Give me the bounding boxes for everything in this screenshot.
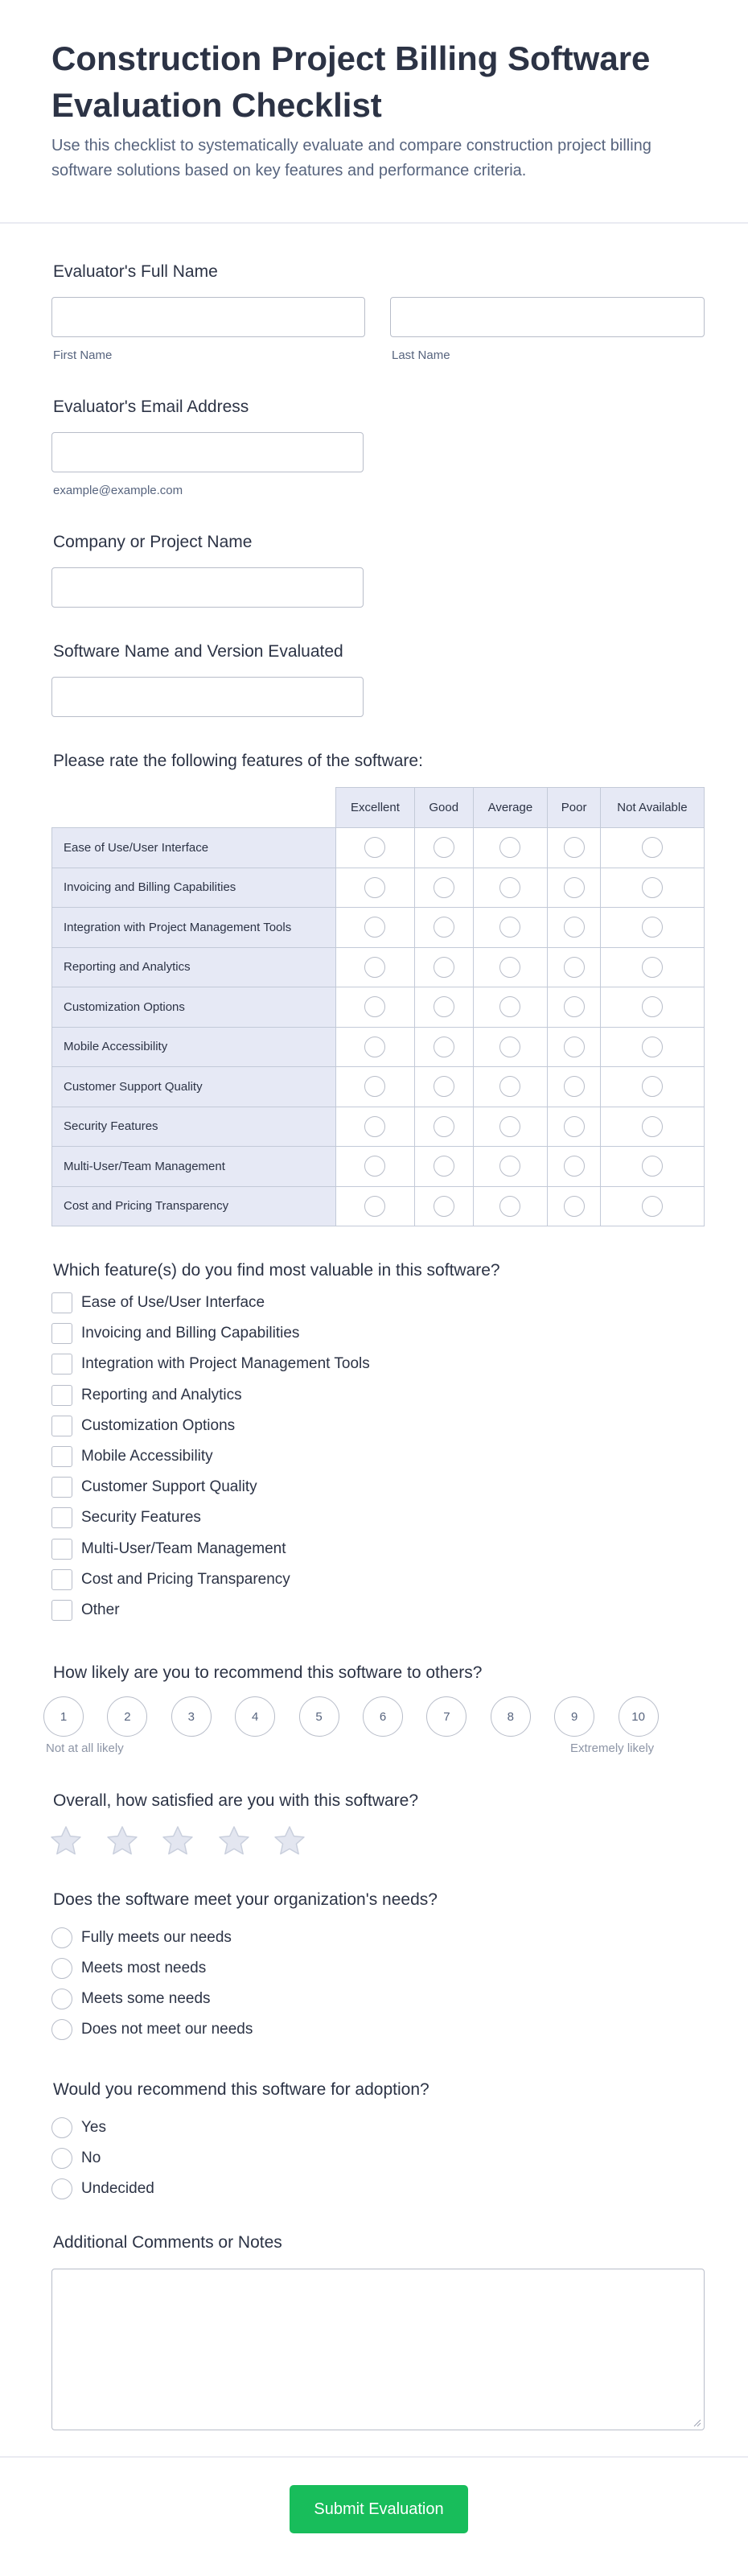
- radio-button[interactable]: [51, 2178, 72, 2199]
- matrix-cell: [473, 1186, 548, 1226]
- matrix-cell: [414, 1107, 473, 1147]
- matrix-cell: [548, 908, 601, 948]
- matrix-cell: [414, 1147, 473, 1187]
- checkbox[interactable]: [51, 1539, 72, 1560]
- checkbox[interactable]: [51, 1477, 72, 1498]
- radio-label: Meets some needs: [81, 1990, 211, 2007]
- matrix-radio-good[interactable]: [434, 957, 454, 978]
- scale-option-6[interactable]: 6: [363, 1696, 403, 1737]
- comments-textarea[interactable]: [51, 2269, 705, 2430]
- feature-checkbox-item[interactable]: [51, 1599, 120, 1622]
- scale-option-7[interactable]: 7: [426, 1696, 466, 1737]
- first-name-input[interactable]: [51, 297, 365, 337]
- matrix-cell: [336, 908, 415, 948]
- radio-label: Does not meet our needs: [81, 2021, 253, 2038]
- radio-label: Undecided: [81, 2180, 154, 2197]
- matrix-cell: [473, 868, 548, 908]
- checkbox[interactable]: [51, 1569, 72, 1590]
- matrix-radio-not-available[interactable]: [642, 1076, 663, 1097]
- matrix-cell: [473, 828, 548, 868]
- feature-checkbox-item[interactable]: [51, 1415, 235, 1437]
- matrix-cell: [336, 947, 415, 987]
- matrix-row-label: Ease of Use/User Interface: [52, 828, 336, 868]
- matrix-cell: [414, 908, 473, 948]
- matrix-row-label: Multi-User/Team Management: [52, 1147, 336, 1187]
- matrix-radio-poor[interactable]: [564, 1196, 585, 1217]
- matrix-corner: [52, 788, 336, 828]
- satisfaction-label: Overall, how satisfied are you with this software?: [53, 1791, 419, 1810]
- checkbox[interactable]: [51, 1600, 72, 1621]
- matrix-row-label: Cost and Pricing Transparency: [52, 1186, 336, 1226]
- matrix-radio-good[interactable]: [434, 996, 454, 1017]
- scale-high-hint: Extremely likely: [570, 1741, 655, 1755]
- radio-option[interactable]: [51, 2018, 253, 2041]
- form-title: Construction Project Billing Software Evaluation Checklist: [51, 39, 651, 124]
- matrix-radio-poor[interactable]: [564, 1076, 585, 1097]
- matrix-row-label: Security Features: [52, 1107, 336, 1147]
- rating-matrix-label: Please rate the following features of the software:: [53, 752, 423, 770]
- star-icon[interactable]: [216, 1824, 252, 1859]
- feature-checkbox-item[interactable]: [51, 1506, 201, 1529]
- feature-checkbox-item[interactable]: [51, 1445, 213, 1468]
- matrix-row-label: Customer Support Quality: [52, 1067, 336, 1107]
- radio-button[interactable]: [51, 2148, 72, 2169]
- matrix-radio-average[interactable]: [499, 1076, 520, 1097]
- matrix-cell: [548, 1027, 601, 1067]
- matrix-cell: [473, 987, 548, 1028]
- feature-checkbox-item[interactable]: [51, 1353, 370, 1375]
- matrix-row: [52, 1147, 705, 1187]
- matrix-radio-not-available[interactable]: [642, 877, 663, 898]
- feature-checkbox-item[interactable]: [51, 1568, 290, 1591]
- feature-checkbox-item[interactable]: [51, 1292, 265, 1314]
- matrix-cell: [473, 1027, 548, 1067]
- star-icon[interactable]: [105, 1824, 140, 1859]
- matrix-radio-good[interactable]: [434, 1037, 454, 1057]
- feature-checkbox-item[interactable]: [51, 1538, 286, 1560]
- scale-option-2[interactable]: 2: [107, 1696, 147, 1737]
- matrix-radio-poor[interactable]: [564, 996, 585, 1017]
- meets-needs-label: Does the software meet your organization's needs?: [53, 1890, 438, 1909]
- matrix-radio-average[interactable]: [499, 1196, 520, 1217]
- matrix-column-header: Average: [473, 788, 548, 828]
- matrix-radio-not-available[interactable]: [642, 996, 663, 1017]
- matrix-cell: [600, 1027, 704, 1067]
- matrix-radio-excellent[interactable]: [364, 957, 385, 978]
- matrix-radio-average[interactable]: [499, 877, 520, 898]
- email-input[interactable]: [51, 432, 364, 472]
- matrix-row: [52, 1027, 705, 1067]
- radio-label: No: [81, 2149, 101, 2166]
- checkbox[interactable]: [51, 1416, 72, 1436]
- star-icon[interactable]: [272, 1824, 307, 1859]
- matrix-cell: [336, 1027, 415, 1067]
- checkbox-label: Multi-User/Team Management: [81, 1539, 286, 1557]
- matrix-radio-excellent[interactable]: [364, 1196, 385, 1217]
- last-name-input[interactable]: [390, 297, 705, 337]
- matrix-radio-good[interactable]: [434, 837, 454, 858]
- matrix-radio-average[interactable]: [499, 1037, 520, 1057]
- checkbox-label: Invoicing and Billing Capabilities: [81, 1325, 300, 1342]
- matrix-cell: [600, 1067, 704, 1107]
- matrix-row-label: Invoicing and Billing Capabilities: [52, 868, 336, 908]
- star-icon[interactable]: [160, 1824, 195, 1859]
- matrix-cell: [414, 1067, 473, 1107]
- company-input[interactable]: [51, 567, 364, 608]
- matrix-column-header: Excellent: [336, 788, 415, 828]
- radio-label: Meets most needs: [81, 1960, 207, 1976]
- matrix-radio-poor[interactable]: [564, 1116, 585, 1137]
- matrix-cell: [548, 1067, 601, 1107]
- matrix-row: [52, 1186, 705, 1226]
- radio-label: Fully meets our needs: [81, 1929, 232, 1946]
- matrix-cell: [600, 908, 704, 948]
- matrix-row-label: Reporting and Analytics: [52, 947, 336, 987]
- matrix-cell: [548, 1147, 601, 1187]
- matrix-cell: [336, 1107, 415, 1147]
- checkbox-label: Other: [81, 1601, 120, 1618]
- checkbox[interactable]: [51, 1292, 72, 1313]
- matrix-radio-average[interactable]: [499, 1116, 520, 1137]
- matrix-cell: [414, 1027, 473, 1067]
- scale-option-9[interactable]: 9: [554, 1696, 594, 1737]
- matrix-radio-excellent[interactable]: [364, 1076, 385, 1097]
- matrix-radio-good[interactable]: [434, 917, 454, 938]
- scale-option-8[interactable]: 8: [491, 1696, 531, 1737]
- matrix-radio-excellent[interactable]: [364, 877, 385, 898]
- valuable-features-label: Which feature(s) do you find most valuable in this software?: [53, 1261, 500, 1280]
- matrix-radio-excellent[interactable]: [364, 1116, 385, 1137]
- matrix-radio-not-available[interactable]: [642, 957, 663, 978]
- matrix-cell: [414, 1186, 473, 1226]
- matrix-cell: [548, 987, 601, 1028]
- checkbox[interactable]: [51, 1507, 72, 1528]
- software-label: Software Name and Version Evaluated: [53, 642, 343, 661]
- feature-checkbox-item[interactable]: [51, 1476, 257, 1498]
- matrix-cell: [336, 1067, 415, 1107]
- matrix-radio-average[interactable]: [499, 837, 520, 858]
- radio-option[interactable]: [51, 2147, 101, 2170]
- matrix-radio-excellent[interactable]: [364, 1156, 385, 1177]
- checkbox[interactable]: [51, 1354, 72, 1375]
- submit-button[interactable]: Submit Evaluation: [290, 2485, 468, 2533]
- matrix-cell: [473, 1107, 548, 1147]
- matrix-radio-average[interactable]: [499, 957, 520, 978]
- matrix-radio-not-available[interactable]: [642, 837, 663, 858]
- checkbox[interactable]: [51, 1323, 72, 1344]
- email-label: Evaluator's Email Address: [53, 398, 249, 416]
- form-header: [0, 0, 748, 224]
- software-input[interactable]: [51, 677, 364, 717]
- matrix-row: [52, 1067, 705, 1107]
- radio-button[interactable]: [51, 1958, 72, 1979]
- matrix-cell: [548, 947, 601, 987]
- form-subtitle: Use this checklist to systematically evaluate and compare construction project billing software solutions based on key features and performance criteria.: [51, 137, 651, 179]
- matrix-row: [52, 947, 705, 987]
- matrix-radio-excellent[interactable]: [364, 996, 385, 1017]
- matrix-row: [52, 987, 705, 1028]
- matrix-radio-not-available[interactable]: [642, 1156, 663, 1177]
- matrix-row-label: Customization Options: [52, 987, 336, 1028]
- adoption-label: Would you recommend this software for adoption?: [53, 2080, 429, 2099]
- radio-button[interactable]: [51, 1927, 72, 1948]
- matrix-row: [52, 828, 705, 868]
- checkbox-label: Mobile Accessibility: [81, 1448, 213, 1465]
- matrix-cell: [548, 1107, 601, 1147]
- resize-grip-icon[interactable]: [692, 2417, 701, 2427]
- radio-button[interactable]: [51, 2117, 72, 2138]
- scale-option-4[interactable]: 4: [235, 1696, 275, 1737]
- matrix-radio-not-available[interactable]: [642, 1116, 663, 1137]
- matrix-cell: [473, 1067, 548, 1107]
- matrix-cell: [336, 868, 415, 908]
- matrix-radio-good[interactable]: [434, 1076, 454, 1097]
- matrix-cell: [600, 828, 704, 868]
- matrix-radio-not-available[interactable]: [642, 1196, 663, 1217]
- matrix-cell: [600, 987, 704, 1028]
- matrix-row: [52, 868, 705, 908]
- matrix-radio-average[interactable]: [499, 1156, 520, 1177]
- feature-checkbox-item[interactable]: [51, 1384, 242, 1407]
- matrix-row: [52, 1107, 705, 1147]
- radio-button[interactable]: [51, 1989, 72, 2009]
- matrix-radio-good[interactable]: [434, 1196, 454, 1217]
- radio-option[interactable]: [51, 1927, 232, 1949]
- first-name-sublabel: First Name: [53, 348, 113, 362]
- rating-matrix: [51, 787, 705, 1226]
- checkbox-label: Reporting and Analytics: [81, 1386, 242, 1403]
- evaluator-name-label: Evaluator's Full Name: [53, 262, 218, 281]
- email-sublabel: example@example.com: [53, 484, 183, 497]
- matrix-cell: [414, 947, 473, 987]
- matrix-cell: [548, 1186, 601, 1226]
- last-name-sublabel: Last Name: [392, 348, 450, 362]
- matrix-cell: [414, 987, 473, 1028]
- matrix-column-header: Good: [414, 788, 473, 828]
- scale-option-3[interactable]: 3: [171, 1696, 212, 1737]
- matrix-cell: [600, 1147, 704, 1187]
- matrix-radio-good[interactable]: [434, 1116, 454, 1137]
- company-label: Company or Project Name: [53, 533, 253, 551]
- matrix-radio-poor[interactable]: [564, 917, 585, 938]
- comments-label: Additional Comments or Notes: [53, 2233, 282, 2252]
- matrix-cell: [414, 868, 473, 908]
- matrix-radio-good[interactable]: [434, 1156, 454, 1177]
- radio-button[interactable]: [51, 2019, 72, 2040]
- checkbox[interactable]: [51, 1385, 72, 1406]
- matrix-radio-average[interactable]: [499, 996, 520, 1017]
- matrix-radio-poor[interactable]: [564, 1037, 585, 1057]
- matrix-radio-excellent[interactable]: [364, 1037, 385, 1057]
- matrix-row-label: Integration with Project Management Tools: [52, 908, 336, 948]
- matrix-radio-excellent[interactable]: [364, 837, 385, 858]
- recommend-scale-label: How likely are you to recommend this software to others?: [53, 1663, 483, 1682]
- matrix-radio-average[interactable]: [499, 917, 520, 938]
- matrix-cell: [473, 947, 548, 987]
- scale-option-10[interactable]: 10: [619, 1696, 659, 1737]
- matrix-cell: [336, 1186, 415, 1226]
- checkbox-label: Customer Support Quality: [81, 1478, 257, 1496]
- matrix-radio-not-available[interactable]: [642, 1037, 663, 1057]
- scale-low-hint: Not at all likely: [46, 1741, 124, 1755]
- matrix-radio-good[interactable]: [434, 877, 454, 898]
- matrix-radio-poor[interactable]: [564, 837, 585, 858]
- scale-option-1[interactable]: 1: [43, 1696, 84, 1737]
- radio-option[interactable]: [51, 1957, 206, 1980]
- checkbox[interactable]: [51, 1446, 72, 1467]
- matrix-row-label: Mobile Accessibility: [52, 1027, 336, 1067]
- matrix-cell: [336, 987, 415, 1028]
- checkbox-label: Customization Options: [81, 1416, 236, 1434]
- matrix-cell: [548, 868, 601, 908]
- radio-option[interactable]: [51, 2178, 154, 2200]
- checkbox-label: Cost and Pricing Transparency: [81, 1570, 290, 1588]
- matrix-cell: [600, 1107, 704, 1147]
- matrix-radio-excellent[interactable]: [364, 917, 385, 938]
- radio-label: Yes: [81, 2119, 106, 2136]
- matrix-cell: [336, 828, 415, 868]
- matrix-radio-poor[interactable]: [564, 1156, 585, 1177]
- matrix-column-header: Poor: [548, 788, 601, 828]
- matrix-cell: [414, 828, 473, 868]
- matrix-column-header: Not Available: [600, 788, 704, 828]
- matrix-row: [52, 908, 705, 948]
- checkbox-label: Security Features: [81, 1509, 201, 1527]
- matrix-cell: [600, 947, 704, 987]
- scale-option-5[interactable]: 5: [299, 1696, 339, 1737]
- radio-option[interactable]: [51, 1988, 211, 2010]
- matrix-cell: [473, 908, 548, 948]
- matrix-cell: [473, 1147, 548, 1187]
- matrix-radio-poor[interactable]: [564, 957, 585, 978]
- star-icon[interactable]: [48, 1824, 84, 1859]
- checkbox-label: Integration with Project Management Tools: [81, 1355, 370, 1373]
- matrix-cell: [336, 1147, 415, 1187]
- matrix-radio-not-available[interactable]: [642, 917, 663, 938]
- feature-checkbox-item[interactable]: [51, 1322, 299, 1345]
- footer-divider: [0, 2456, 748, 2458]
- radio-option[interactable]: [51, 2116, 106, 2139]
- matrix-cell: [600, 868, 704, 908]
- checkbox-label: Ease of Use/User Interface: [81, 1294, 265, 1311]
- matrix-cell: [600, 1186, 704, 1226]
- matrix-cell: [548, 828, 601, 868]
- matrix-radio-poor[interactable]: [564, 877, 585, 898]
